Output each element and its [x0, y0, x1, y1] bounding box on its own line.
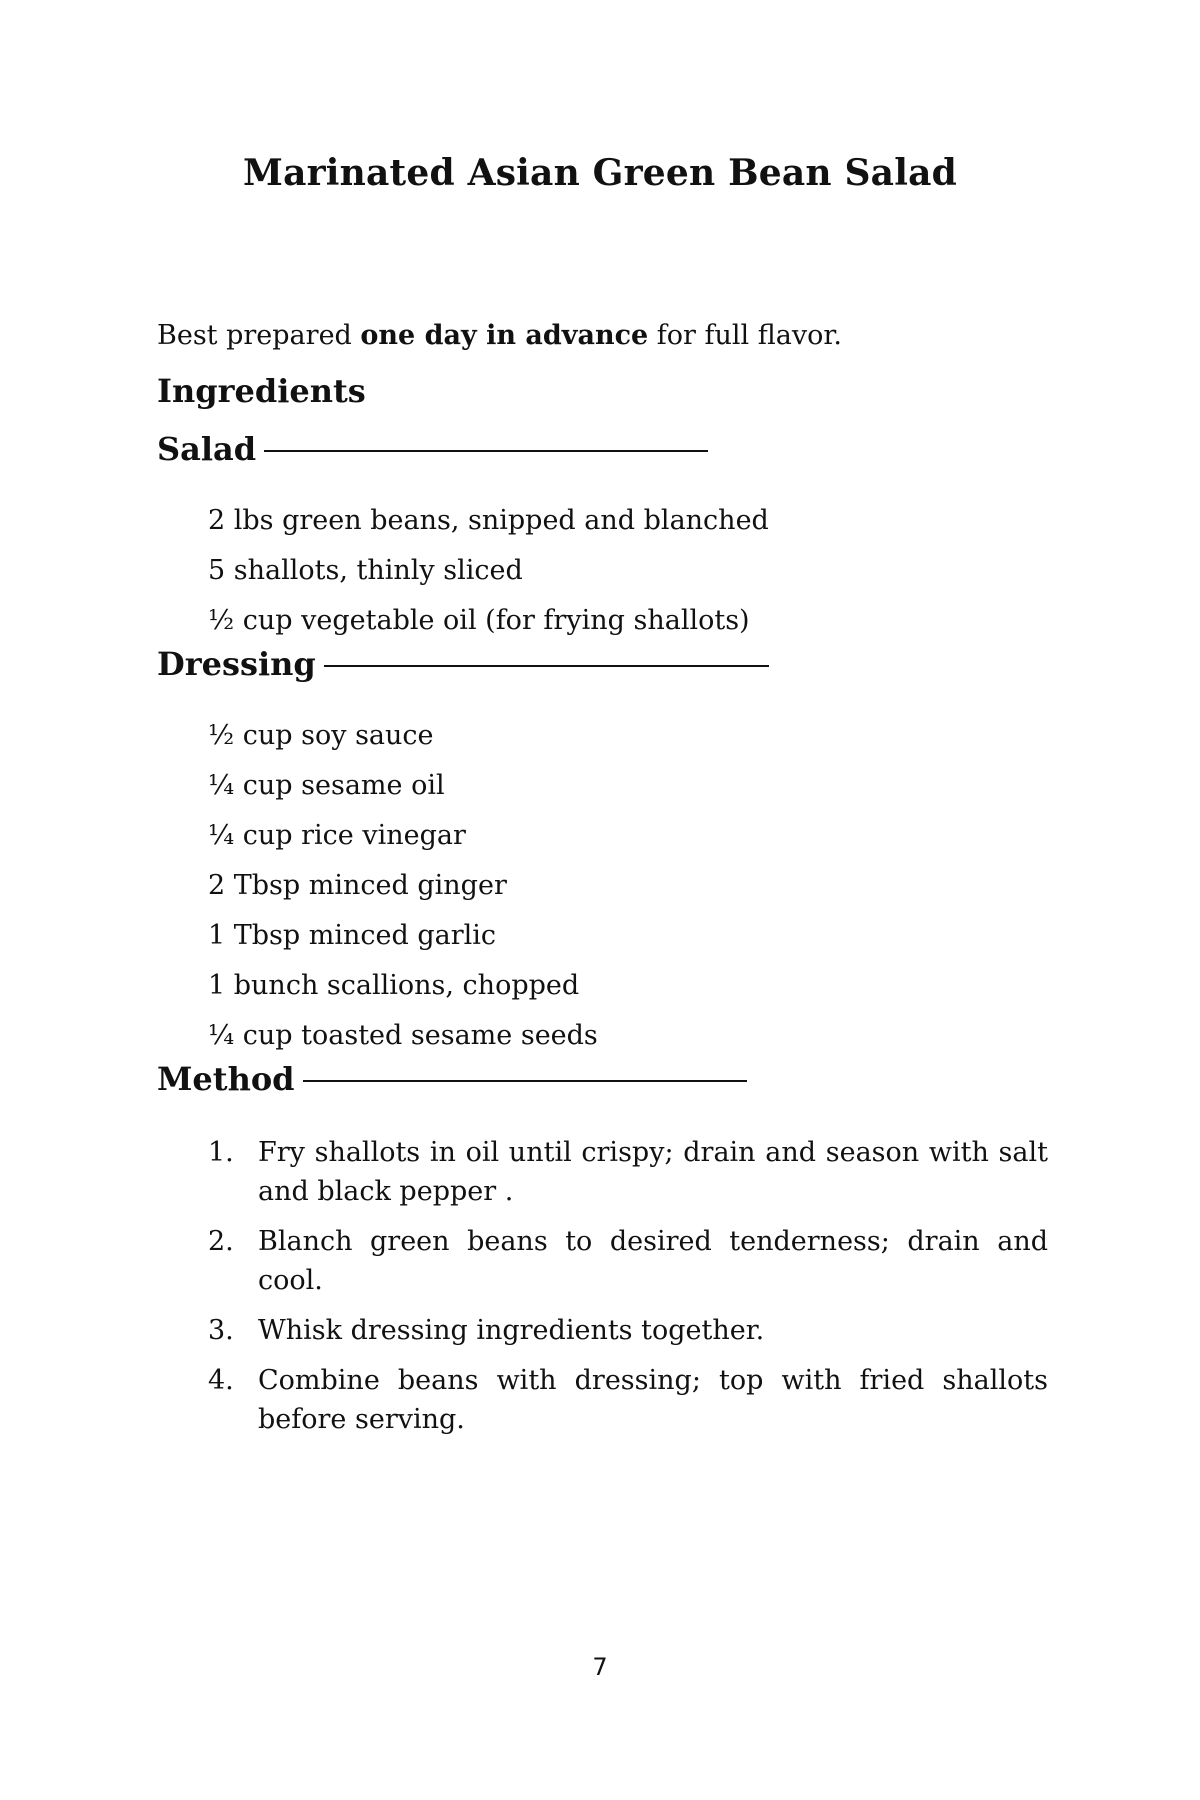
step-number: 2.	[208, 1226, 234, 1257]
list-item: ¼ cup rice vinegar	[208, 820, 466, 851]
step-text: Fry shallots in oil until crispy; drain and season with salt and black pepper .	[258, 1137, 1048, 1207]
step-text: Blanch green beans to desired tenderness; drain and cool.	[258, 1226, 1048, 1296]
salad-ingredient-list	[208, 496, 769, 646]
step-number: 1.	[208, 1137, 234, 1168]
method-heading-label: Method	[157, 1060, 295, 1098]
ingredients-heading: Ingredients	[157, 372, 366, 410]
intro-prefix: Best prepared	[157, 320, 361, 351]
list-item: ½ cup soy sauce	[208, 720, 434, 751]
list-item: 5 shallots, thinly sliced	[208, 555, 523, 586]
method-step	[208, 1222, 1048, 1300]
step-text: Combine beans with dressing; top with fried shallots before serving.	[258, 1365, 1048, 1435]
list-item: ¼ cup toasted sesame seeds	[208, 1020, 598, 1051]
dressing-heading-rule	[324, 665, 769, 667]
intro-suffix: for full flavor.	[648, 320, 842, 351]
dressing-ingredient-list	[208, 711, 598, 1061]
step-number: 3.	[208, 1315, 234, 1346]
intro-emphasis: one day in advance	[360, 320, 649, 351]
list-item: 1 Tbsp minced garlic	[208, 920, 497, 951]
list-item: 1 bunch scallions, chopped	[208, 970, 580, 1001]
salad-heading-rule	[264, 450, 708, 452]
list-item: 2 Tbsp minced ginger	[208, 870, 507, 901]
dressing-heading	[157, 645, 769, 683]
method-heading-rule	[303, 1080, 747, 1082]
method-step	[208, 1311, 1048, 1350]
list-item: ¼ cup sesame oil	[208, 770, 445, 801]
method-step-list	[208, 1133, 1048, 1450]
step-text: Whisk dressing ingredients together.	[258, 1315, 765, 1346]
method-step	[208, 1361, 1048, 1439]
list-item: 2 lbs green beans, snipped and blanched	[208, 505, 769, 536]
intro-note	[157, 320, 842, 351]
page-number: 7	[592, 1653, 608, 1681]
method-step	[208, 1133, 1048, 1211]
salad-heading-label: Salad	[157, 430, 257, 468]
method-heading	[157, 1060, 747, 1098]
salad-heading	[157, 430, 708, 468]
page-title: Marinated Asian Green Bean Salad	[243, 152, 957, 194]
dressing-heading-label: Dressing	[157, 645, 316, 683]
list-item: ½ cup vegetable oil (for frying shallots)	[208, 605, 750, 636]
step-number: 4.	[208, 1365, 234, 1396]
